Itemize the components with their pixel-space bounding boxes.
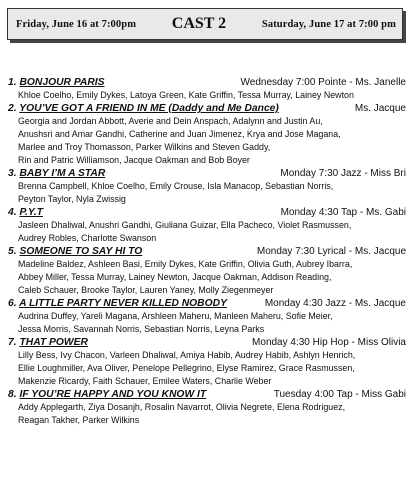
cast-names [8, 115, 406, 167]
cast-line: Jasleen Dhaliwal, Anushri Gandhi, Giuliana Guizar, Ella Pacheco, Violet Rasmussen, [18, 220, 352, 230]
cast-line: Georgia and Jordan Abbott, Averie and Dein Anspach, Adalynn and Justin Au, [18, 116, 323, 126]
cast-names [8, 89, 406, 102]
cast-line: Caleb Schauer, Brooke Taylor, Lauren Yaney, Molly Ziegenmeyer [18, 285, 274, 295]
cast-line: Makenzie Ricardy, Faith Schauer, Emilee Waters, Charlie Weber [18, 376, 272, 386]
dance-number: 1. [8, 77, 17, 88]
cast-names [8, 258, 406, 297]
class-time-instructor: Monday 7:30 Lyrical - Ms. Jacque [256, 246, 406, 257]
class-time-instructor: Monday 4:30 Tap - Ms. Gabi [280, 207, 406, 218]
dance-number: 8. [8, 389, 17, 400]
dance-entry [8, 297, 406, 336]
cast-names [8, 349, 406, 388]
dance-title: P.Y.T [19, 207, 43, 218]
dance-heading [8, 336, 88, 349]
cast-line: Audrina Duffey, Yareli Magana, Arshleen Maheru, Manleen Maheru, Sofie Meier, [18, 311, 333, 321]
dance-entry [8, 206, 406, 245]
dance-number: 5. [8, 246, 17, 257]
cast-list [8, 76, 406, 427]
dance-number: 6. [8, 298, 17, 309]
dance-heading [8, 102, 279, 115]
dance-title-line [8, 245, 406, 258]
dance-heading [8, 206, 43, 219]
dance-heading [8, 245, 142, 258]
dance-number: 3. [8, 168, 17, 179]
dance-title-line [8, 206, 406, 219]
dance-entry [8, 102, 406, 167]
header-friday-date: Friday, June 16 at 7:00pm [16, 18, 137, 30]
header-title: CAST 2 [171, 15, 227, 32]
dance-title-line [8, 388, 406, 401]
cast-line: Rin and Patric Williamson, Jacque Oakman and Bob Boyer [18, 155, 250, 165]
cast-line: Peyton Taylor, Nyla Zwissig [18, 194, 126, 204]
program-header [7, 8, 403, 40]
dance-title-line [8, 336, 406, 349]
cast-names [8, 310, 406, 336]
cast-names [8, 180, 406, 206]
class-time-instructor: Wednesday 7:00 Pointe - Ms. Janelle [240, 77, 406, 88]
dance-entry [8, 336, 406, 388]
cast-names [8, 219, 406, 245]
cast-line: Anushsri and Amar Gandhi, Catherine and Juan Jimenez, Krya and Jose Magana, [18, 129, 341, 139]
dance-title-line [8, 167, 406, 180]
class-time-instructor: Monday 4:30 Hip Hop - Miss Olivia [252, 337, 406, 348]
cast-line: Madeline Baldez, Ashleen Basi, Emily Dykes, Kate Griffin, Olivia Guth, Aubrey Ibarra, [18, 259, 353, 269]
cast-line: Abbey Miller, Tessa Murray, Lainey Newton, Jacque Oakman, Addison Reading, [18, 272, 332, 282]
header-saturday-date: Saturday, June 17 at 7:00 pm [261, 18, 396, 30]
dance-title: YOU’VE GOT A FRIEND IN ME (Daddy and Me Dance) [19, 103, 279, 114]
dance-heading [8, 297, 227, 310]
class-time-instructor: Tuesday 4:00 Tap - Miss Gabi [273, 389, 406, 400]
cast-line: Jessa Morris, Savannah Norris, Sebastian Norris, Leyna Parks [18, 324, 265, 334]
dance-heading [8, 76, 105, 89]
dance-title-line [8, 102, 406, 115]
dance-title: SOMEONE TO SAY HI TO [19, 246, 143, 257]
dance-title-line [8, 297, 406, 310]
dance-number: 2. [8, 103, 17, 114]
cast-line: Marlee and Troy Thomasson, Parker Wilkins and Steven Gaddy, [18, 142, 271, 152]
class-time-instructor: Monday 4:30 Jazz - Ms. Jacque [264, 298, 406, 309]
dance-title: BABY I’M A STAR [19, 168, 106, 179]
cast-line: Khloe Coelho, Emily Dykes, Latoya Green, Kate Griffin, Tessa Murray, Lainey Newton [18, 90, 354, 100]
cast-line: Reagan Takher, Parker Wilkins [18, 415, 140, 425]
dance-entry [8, 76, 406, 102]
cast-line: Brenna Campbell, Khloe Coelho, Emily Crouse, Isla Manacop, Sebastian Norris, [18, 181, 334, 191]
dance-title: THAT POWER [19, 337, 88, 348]
dance-title: A LITTLE PARTY NEVER KILLED NOBODY [19, 298, 227, 309]
dance-title: IF YOU’RE HAPPY AND YOU KNOW IT [19, 389, 207, 400]
class-time-instructor: Monday 7:30 Jazz - Miss Bri [280, 168, 406, 179]
dance-heading [8, 388, 206, 401]
dance-title: BONJOUR PARIS [19, 77, 105, 88]
cast-names [8, 401, 406, 427]
dance-number: 7. [8, 337, 17, 348]
dance-number: 4. [8, 207, 17, 218]
dance-entry [8, 388, 406, 427]
dance-entry [8, 245, 406, 297]
dance-title-line [8, 76, 406, 89]
class-time-instructor: Ms. Jacque [354, 103, 406, 114]
cast-line: Lilly Bess, Ivy Chacon, Varleen Dhaliwal, Amiya Habib, Audrey Habib, Ashlyn Henrich, [18, 350, 356, 360]
cast-line: Audrey Robles, Charlotte Swanson [18, 233, 157, 243]
dance-entry [8, 167, 406, 206]
cast-line: Addy Applegarth, Ziya Dosanjh, Rosalin Navarrot, Olivia Negrete, Elena Rodriguez, [18, 402, 346, 412]
dance-heading [8, 167, 105, 180]
cast-line: Ellie Loughmiller, Ava Oliver, Penelope Pellegrino, Elyse Ramirez, Grace Rasmussen, [18, 363, 355, 373]
